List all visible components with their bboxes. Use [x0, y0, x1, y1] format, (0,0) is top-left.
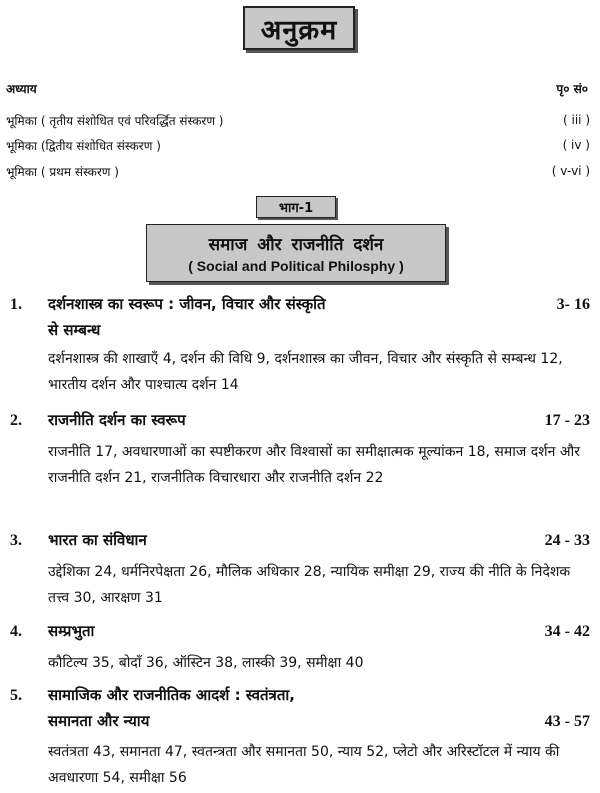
chapter-title[interactable]: राजनीति दर्शन का स्वरूप	[48, 411, 186, 429]
preface-page: ( v-vi )	[551, 164, 590, 178]
preface-label: भूमिका (द्वितीय संशोधित संस्करण )	[6, 138, 161, 153]
chapter-number: 1.	[10, 296, 22, 313]
chapter-title[interactable]: सम्प्रभुता	[48, 622, 95, 640]
chapter-pages: 24 - 33	[544, 532, 590, 549]
preface-row[interactable]	[6, 162, 590, 180]
chapter-pages: 17 - 23	[544, 412, 590, 429]
chapter-topics: उद्देशिका 24, धर्मनिरपेक्षता 26, मौलिक अधिकार 28, न्यायिक समीक्षा 29, राज्य की नीति के निदेशक तत्त्व 30, आरक्षण 31	[48, 564, 571, 606]
chapter-column-header: अध्याय	[6, 82, 37, 96]
page-column-header: पृ० सं०	[556, 82, 588, 96]
section-title-hindi: समाज और राजनीति दर्शन	[208, 235, 384, 255]
chapter-pages: 3- 16	[556, 296, 590, 313]
chapter-title[interactable]	[48, 682, 488, 734]
chapter-pages: 43 - 57	[544, 713, 590, 730]
chapter-topics: दर्शनशास्त्र की शाखाएँ 4, दर्शन की विधि 9, दर्शनशास्त्र का जीवन, विचार और संस्कृति से सम्बन्ध 12, भारतीय दर्शन और पाश्चात्य दर्शन 14	[48, 351, 563, 393]
chapter-title[interactable]: भारत का संविधान	[48, 531, 147, 549]
chapter-topics: कौटिल्य 35, बोदाँ 36, ऑस्टिन 38, लास्की 39, समीक्षा 40	[48, 655, 364, 671]
preface-row[interactable]	[6, 111, 590, 129]
chapter-topics: स्वतंत्रता 43, समानता 47, स्वतन्त्रता और समानता 50, न्याय 52, प्लेटो और अरिस्टॉटल में न्याय की अवधारणा 54, समीक्षा 56	[48, 744, 560, 786]
chapter-topics: राजनीति 17, अवधारणाओं का स्पष्टीकरण और विश्वासों का समीक्षात्मक मूल्यांकन 18, समाज दर्शन और राजनीति दर्शन 21, राजनीतिक विचारधारा और राजनीति दर्शन 22	[48, 444, 580, 486]
preface-label: भूमिका ( तृतीय संशोधित एवं परिवर्द्धित संस्करण )	[6, 113, 224, 128]
chapter-title-line: समानता और न्याय	[48, 712, 150, 730]
section-heading	[146, 224, 446, 282]
preface-page: ( iii )	[563, 113, 590, 127]
chapter-number: 5.	[10, 687, 22, 704]
page-title: अनुक्रम	[243, 6, 355, 50]
chapter-number: 4.	[10, 623, 22, 640]
preface-label: भूमिका ( प्रथम संस्करण )	[6, 164, 119, 179]
part-label: भाग-1	[256, 196, 336, 218]
chapter-title-line: सामाजिक और राजनीतिक आदर्श : स्वतंत्रता,	[48, 686, 295, 704]
chapter-title-line: दर्शनशास्त्र का स्वरूप : जीवन, विचार और संस्कृति	[48, 295, 326, 313]
chapter-pages: 34 - 42	[544, 623, 590, 640]
chapter-title-line: से सम्बन्ध	[48, 321, 101, 339]
chapter-number: 3.	[10, 532, 22, 549]
preface-page: ( iv )	[562, 138, 590, 152]
preface-row[interactable]	[6, 136, 590, 154]
section-title-english: ( Social and Political Philosphy )	[188, 258, 404, 274]
chapter-title[interactable]	[48, 291, 488, 343]
chapter-number: 2.	[10, 412, 22, 429]
